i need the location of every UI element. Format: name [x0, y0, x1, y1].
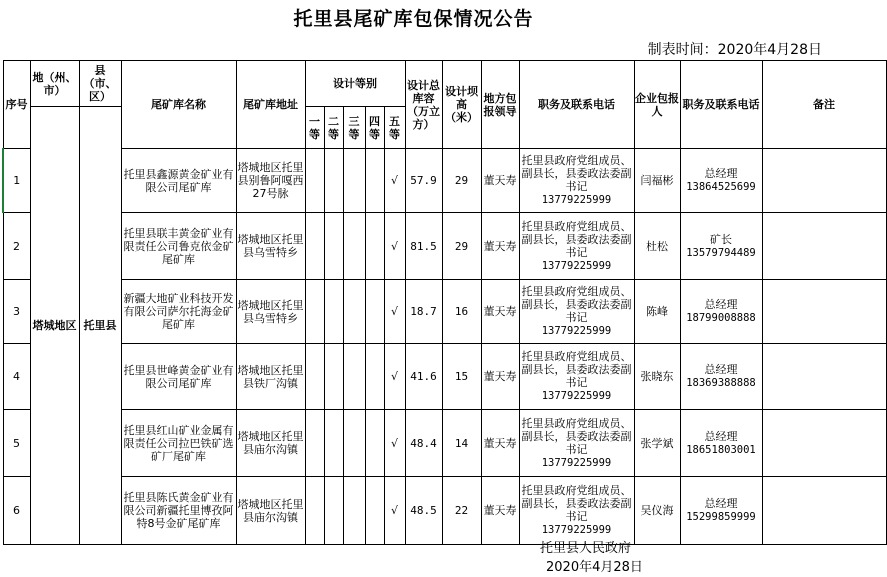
- remark-cell[interactable]: [762, 477, 886, 545]
- grade-5-check: √: [390, 504, 398, 517]
- tailings-address[interactable]: [236, 149, 305, 213]
- leader-phone: 13779225999: [541, 390, 612, 402]
- company-role-cell[interactable]: [680, 477, 762, 545]
- grade-3-cell[interactable]: [343, 344, 365, 410]
- leader-role-cell[interactable]: [519, 213, 634, 280]
- grade-5-check: √: [390, 174, 398, 187]
- footer-date: 2020年4月28日: [546, 560, 643, 575]
- header-company-rep[interactable]: [634, 61, 680, 149]
- dam-height-cell[interactable]: [442, 280, 481, 344]
- grade-level-4[interactable]: [365, 107, 384, 149]
- remark-cell[interactable]: [762, 280, 886, 344]
- tailings-address[interactable]: [236, 280, 305, 344]
- leader-name: 董天寿: [483, 174, 517, 187]
- dam-height-cell[interactable]: [442, 344, 481, 410]
- table-row: [3, 213, 886, 280]
- leader-cell[interactable]: [481, 149, 519, 213]
- capacity-value: 18.7: [410, 305, 437, 318]
- capacity-value: 57.9: [410, 174, 437, 187]
- company-rep-title: 总经理: [704, 298, 738, 311]
- capacity-cell[interactable]: [405, 410, 442, 477]
- dam-height-cell[interactable]: [442, 410, 481, 477]
- company-rep-phone: 18799008888: [686, 312, 756, 324]
- company-rep-cell[interactable]: [634, 213, 680, 280]
- header-county[interactable]: [79, 61, 121, 107]
- company-rep-name: 陈峰: [646, 305, 668, 318]
- company-rep-phone: 15299859999: [686, 511, 756, 523]
- header-leader-role-label: 职务及联系电话: [538, 98, 615, 111]
- grade-level-3[interactable]: [343, 107, 365, 149]
- remark-cell[interactable]: [762, 410, 886, 477]
- tailings-address[interactable]: [236, 477, 305, 545]
- tailings-name-value: 托里县联丰黄金矿业有限责任公司鲁克依金矿尾矿库: [123, 226, 234, 266]
- grade-level-4-label: 四等: [369, 114, 380, 141]
- grade-level-2[interactable]: [324, 107, 343, 149]
- tailings-name-value: 托里县鑫源黄金矿业有限公司尾矿库: [123, 167, 234, 194]
- grade-5-cell[interactable]: [384, 280, 405, 344]
- row-number[interactable]: [3, 149, 30, 213]
- grade-5-check: √: [390, 239, 398, 253]
- table-row: [3, 410, 886, 477]
- company-rep-name: 张晓东: [640, 370, 674, 383]
- grade-3-cell[interactable]: [343, 280, 365, 344]
- header-leader[interactable]: [481, 61, 519, 149]
- footer-government: 托里县人民政府: [540, 541, 632, 556]
- leader-role-cell[interactable]: [519, 280, 634, 344]
- capacity-value: 48.4: [410, 436, 437, 450]
- company-rep-name: 杜松: [646, 239, 668, 253]
- grade-2-cell[interactable]: [324, 149, 343, 213]
- company-rep-title: 矿长: [710, 232, 732, 246]
- grade-5-check: √: [390, 305, 398, 318]
- grade-5-cell[interactable]: [384, 149, 405, 213]
- company-rep-name: 吴仪海: [640, 504, 674, 517]
- tailings-name[interactable]: [121, 477, 236, 545]
- tailings-name-value: 新疆大地矿业科技开发有限公司萨尔托海金矿尾矿库: [123, 292, 234, 331]
- header-region-label: 地（州、市）: [32, 70, 77, 97]
- dam-height-value: 15: [454, 370, 469, 383]
- row-number-value: 6: [13, 504, 20, 517]
- tailings-table: [2, 60, 887, 545]
- header-no-label: 序号: [5, 98, 28, 111]
- grade-4-cell[interactable]: [365, 280, 384, 344]
- grade-5-cell[interactable]: [384, 344, 405, 410]
- table-row: [3, 344, 886, 410]
- header-company-rep-label: 企业包报人: [635, 91, 679, 118]
- tailings-address[interactable]: [236, 213, 305, 280]
- leader-name: 董天寿: [483, 370, 517, 383]
- capacity-value: 81.5: [410, 239, 437, 253]
- company-rep-title: 总经理: [704, 497, 738, 510]
- tailings-name-value: 托里县红山矿业金属有限责任公司拉巴铁矿选矿厂尾矿库: [123, 423, 234, 463]
- dam-height-cell[interactable]: [442, 149, 481, 213]
- table-date: 制表时间：2020年4月28日: [647, 42, 822, 58]
- company-rep-phone: 13864525699: [686, 181, 756, 193]
- remark-cell[interactable]: [762, 149, 886, 213]
- tailings-name[interactable]: [121, 280, 236, 344]
- header-capacity[interactable]: [405, 61, 442, 149]
- header-address[interactable]: [236, 61, 305, 149]
- grade-1-cell[interactable]: [305, 149, 324, 213]
- grade-4-cell[interactable]: [365, 149, 384, 213]
- leader-name: 董天寿: [483, 239, 517, 253]
- leader-name: 董天寿: [483, 305, 517, 318]
- county-cell[interactable]: [79, 107, 121, 545]
- company-rep-cell[interactable]: [634, 410, 680, 477]
- grade-1-cell[interactable]: [305, 477, 324, 545]
- grade-4-cell[interactable]: [365, 410, 384, 477]
- row-number-value: 4: [13, 370, 20, 383]
- header-no[interactable]: [3, 61, 30, 149]
- header-dam-height-label: 设计坝高（米）: [445, 85, 478, 124]
- region-value: 塔城地区: [32, 319, 77, 332]
- grade-1-cell[interactable]: [305, 344, 324, 410]
- company-rep-title: 总经理: [704, 429, 738, 443]
- county-value: 托里县: [83, 319, 117, 332]
- header-remark-label: 备注: [813, 98, 835, 111]
- company-rep-phone: 13579794489: [686, 246, 756, 259]
- header-capacity-label: 设计总库容（万立方）: [407, 78, 440, 131]
- grade-3-cell[interactable]: [343, 410, 365, 477]
- capacity-cell[interactable]: [405, 344, 442, 410]
- grade-4-cell[interactable]: [365, 477, 384, 545]
- leader-role-text: 托里县政府党组成员、副县长，县委政法委副书记: [521, 350, 632, 389]
- company-role-cell[interactable]: [680, 149, 762, 213]
- company-role-cell[interactable]: [680, 410, 762, 477]
- grade-2-cell[interactable]: [324, 213, 343, 280]
- row-number-value: 1: [13, 174, 21, 187]
- company-rep-name: 闫福彬: [640, 174, 674, 187]
- leader-phone: 13779225999: [541, 456, 612, 469]
- grade-level-2-label: 二等: [328, 114, 339, 141]
- grade-1-cell[interactable]: [305, 213, 324, 280]
- capacity-value: 41.6: [410, 370, 437, 383]
- grade-5-cell[interactable]: [384, 213, 405, 280]
- leader-role-text: 托里县政府党组成员、副县长，县委政法委副书记: [521, 285, 632, 324]
- row-number[interactable]: [3, 280, 30, 344]
- leader-phone: 13779225999: [541, 325, 612, 337]
- tailings-name-value: 托里县陈氏黄金矿业有限公司新疆托里博孜阿特8号金矿尾矿库: [123, 491, 234, 530]
- leader-cell[interactable]: [481, 477, 519, 545]
- capacity-cell[interactable]: [405, 280, 442, 344]
- leader-cell[interactable]: [481, 410, 519, 477]
- leader-role-text: 托里县政府党组成员、副县长，县委政法委副书记: [521, 219, 632, 259]
- region-cell[interactable]: [30, 107, 79, 545]
- company-rep-cell[interactable]: [634, 477, 680, 545]
- company-rep-name: 张学斌: [640, 436, 674, 450]
- leader-role-cell[interactable]: [519, 149, 634, 213]
- capacity-value: 48.5: [410, 504, 437, 517]
- remark-cell[interactable]: [762, 213, 886, 280]
- grade-5-cell[interactable]: [384, 410, 405, 477]
- grade-2-cell[interactable]: [324, 280, 343, 344]
- grade-3-cell[interactable]: [343, 477, 365, 545]
- header-address-label: 尾矿库地址: [243, 98, 298, 111]
- leader-name: 董天寿: [483, 504, 517, 517]
- tailings-address[interactable]: [236, 410, 305, 477]
- row-number[interactable]: [3, 213, 30, 280]
- leader-phone: 13779225999: [541, 259, 612, 272]
- leader-role-text: 托里县政府党组成员、副县长，县委政法委副书记: [521, 416, 632, 456]
- row-number-value: 5: [13, 436, 20, 450]
- dam-height-cell[interactable]: [442, 477, 481, 545]
- company-role-cell[interactable]: [680, 344, 762, 410]
- header-grade[interactable]: [305, 61, 405, 107]
- tailings-address-value: 塔城地区托里县别鲁阿嘎西27号脉: [237, 161, 304, 200]
- header-row: [3, 61, 886, 107]
- grade-4-cell[interactable]: [365, 213, 384, 280]
- table-row: [3, 280, 886, 344]
- grade-1-cell[interactable]: [305, 280, 324, 344]
- header-company-role-label: 职务及联系电话: [682, 98, 760, 111]
- leader-cell[interactable]: [481, 280, 519, 344]
- dam-height-value: 16: [454, 305, 469, 318]
- tailings-name[interactable]: [121, 344, 236, 410]
- table-row: [3, 149, 886, 213]
- tailings-address-value: 塔城地区托里县铁厂沟镇: [237, 363, 304, 390]
- leader-role-cell[interactable]: [519, 410, 634, 477]
- tailings-name[interactable]: [121, 213, 236, 280]
- row-number[interactable]: [3, 410, 30, 477]
- header-name-label: 尾矿库名称: [151, 98, 206, 111]
- header-county-label: 县（市、区）: [83, 64, 117, 103]
- dam-height-value: 29: [454, 239, 469, 253]
- company-rep-title: 总经理: [704, 363, 738, 376]
- header-leader-label: 地方包报领导: [483, 91, 517, 118]
- grade-level-3-label: 三等: [348, 114, 360, 141]
- leader-role-text: 托里县政府党组成员、副县长，县委政法委副书记: [521, 154, 632, 193]
- header-company-role[interactable]: [680, 61, 762, 149]
- capacity-cell[interactable]: [405, 477, 442, 545]
- tailings-name[interactable]: [121, 149, 236, 213]
- grade-2-cell[interactable]: [324, 477, 343, 545]
- tailings-address-value: 塔城地区托里县乌雪特乡: [237, 298, 304, 325]
- header-remark[interactable]: [762, 61, 886, 149]
- grade-3-cell[interactable]: [343, 213, 365, 280]
- remark-cell[interactable]: [762, 344, 886, 410]
- row-number[interactable]: [3, 477, 30, 545]
- grade-2-cell[interactable]: [324, 410, 343, 477]
- tailings-name-value: 托里县世峰黄金矿业有限公司尾矿库: [123, 363, 234, 390]
- capacity-cell[interactable]: [405, 213, 442, 280]
- grade-level-5-label: 五等: [389, 114, 400, 141]
- leader-phone: 13779225999: [541, 524, 612, 536]
- grade-level-1-label: 一等: [309, 114, 320, 141]
- table-row: [3, 477, 886, 545]
- grade-5-check: √: [390, 436, 398, 450]
- dam-height-value: 29: [454, 174, 469, 187]
- company-rep-title: 总经理: [704, 167, 738, 180]
- header-region[interactable]: [30, 61, 79, 107]
- company-role-cell[interactable]: [680, 213, 762, 280]
- grade-2-cell[interactable]: [324, 344, 343, 410]
- leader-phone: 13779225999: [541, 194, 612, 206]
- leader-name: 董天寿: [483, 436, 517, 450]
- dam-height-cell[interactable]: [442, 213, 481, 280]
- dam-height-value: 22: [454, 504, 469, 517]
- header-dam-height[interactable]: [442, 61, 481, 149]
- leader-role-cell[interactable]: [519, 344, 634, 410]
- company-rep-phone: 18369388888: [686, 377, 756, 389]
- grade-1-cell[interactable]: [305, 410, 324, 477]
- tailings-address[interactable]: [236, 344, 305, 410]
- header-leader-role[interactable]: [519, 61, 634, 149]
- leader-role-cell[interactable]: [519, 477, 634, 545]
- company-role-cell[interactable]: [680, 280, 762, 344]
- tailings-address-value: 塔城地区托里县庙尔沟镇: [237, 430, 304, 456]
- grade-4-cell[interactable]: [365, 344, 384, 410]
- tailings-name[interactable]: [121, 410, 236, 477]
- grade-5-cell[interactable]: [384, 477, 405, 545]
- grade-3-cell[interactable]: [343, 149, 365, 213]
- header-name[interactable]: [121, 61, 236, 149]
- company-rep-phone: 18651803001: [686, 443, 756, 456]
- capacity-cell[interactable]: [405, 149, 442, 213]
- company-rep-cell[interactable]: [634, 149, 680, 213]
- company-rep-cell[interactable]: [634, 280, 680, 344]
- grade-level-5[interactable]: [384, 107, 405, 149]
- row-number[interactable]: [3, 344, 30, 410]
- tailings-address-value: 塔城地区托里县乌雪特乡: [237, 233, 304, 259]
- row-number-value: 3: [13, 305, 20, 318]
- leader-role-text: 托里县政府党组成员、副县长，县委政法委副书记: [521, 484, 632, 523]
- row-number-value: 2: [13, 239, 20, 253]
- grade-5-check: √: [390, 370, 398, 383]
- page-title: 托里县尾矿库包保情况公告: [293, 8, 534, 30]
- tailings-address-value: 塔城地区托里县庙尔沟镇: [237, 497, 304, 524]
- company-rep-cell[interactable]: [634, 344, 680, 410]
- dam-height-value: 14: [454, 436, 469, 450]
- header-grade-label: 设计等别: [333, 77, 377, 90]
- leader-cell[interactable]: [481, 344, 519, 410]
- grade-level-1[interactable]: [305, 107, 324, 149]
- leader-cell[interactable]: [481, 213, 519, 280]
